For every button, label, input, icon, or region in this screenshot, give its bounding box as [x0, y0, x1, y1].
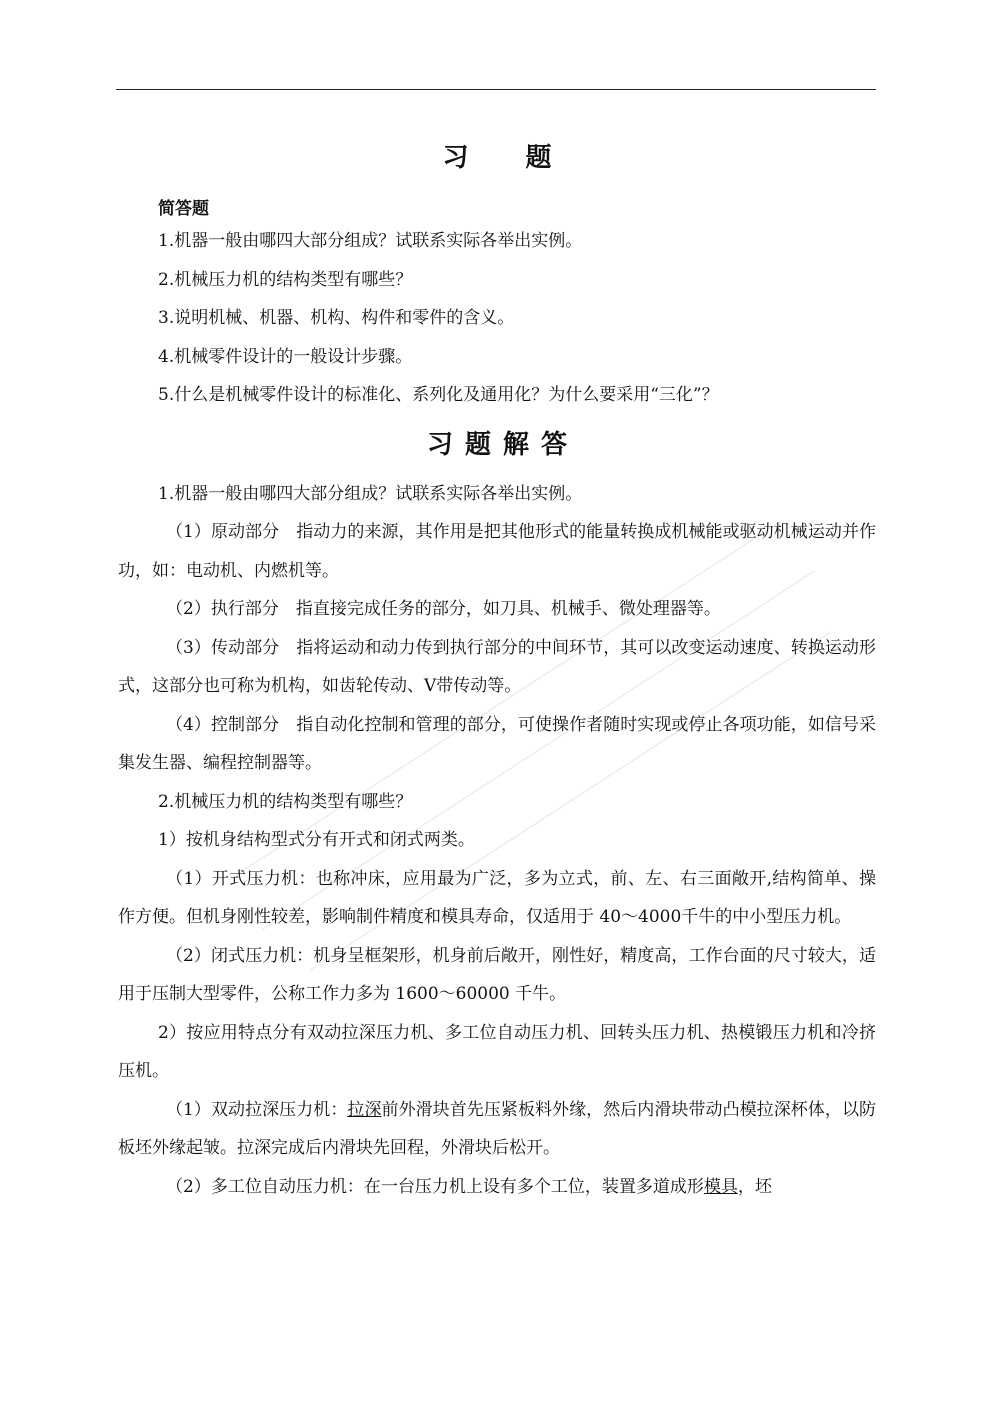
- answers-title: 习题解答: [426, 429, 579, 460]
- answer-heading: 1.机器一般由哪四大部分组成？试联系实际各举出实例。: [158, 483, 583, 504]
- answer-paragraph: （3）传动部分 指将运动和动力传到执行部分的中间环节，其可以改变运动速度、转换运动形式，这部分也可称为机构，如齿轮传动、V带传动等。: [118, 637, 876, 696]
- question-item: 2.机械压力机的结构类型有哪些？: [158, 269, 413, 290]
- link-muju[interactable]: 模具: [703, 1176, 738, 1197]
- header-rule: [116, 89, 876, 90]
- question-item: 5.什么是机械零件设计的标准化、系列化及通用化？为什么要采用“三化”？: [158, 385, 719, 405]
- question-item: 4.机械零件设计的一般设计步骤。: [158, 346, 413, 367]
- text-segment: （2）多工位自动压力机：在一台压力机上设有多个工位，装置多道成形: [166, 1176, 704, 1197]
- answer-paragraph: 2）按应用特点分有双动拉深压力机、多工位自动压力机、回转头压力机、热模锻压力机和冷挤压机。: [118, 1022, 876, 1081]
- answer-paragraph: （4）控制部分 指自动化控制和管理的部分，可使操作者随时实现或停止各项功能，如信号采集发生器、编程控制器等。: [118, 714, 876, 773]
- link-lashen[interactable]: 拉深: [347, 1099, 382, 1120]
- question-item: 1.机器一般由哪四大部分组成？试联系实际各举出实例。: [158, 231, 583, 251]
- answer-paragraph: （2）执行部分 指直接完成任务的部分，如刀具、机械手、微处理器等。: [166, 599, 721, 619]
- answer-paragraph: [118, 1091, 876, 1168]
- text-segment: 前外滑块首先压紧板料外缘，然后内滑块带动凸模拉深杯体，以防板坯外缘起皱。拉深完成后内滑块先回程，外滑块后松开。: [118, 1099, 876, 1158]
- answer-paragraph: （1）原动部分 指动力的来源，其作用是把其他形式的能量转换成机械能或驱动机械运动并作功，如：电动机、内燃机等。: [118, 522, 876, 581]
- page-content: [118, 138, 876, 1206]
- answer-paragraph: [118, 1168, 876, 1207]
- section-label: 简答题: [158, 199, 209, 219]
- answer-paragraph: （2）闭式压力机：机身呈框架形，机身前后敞开，刚性好，精度高，工作台面的尺寸较大，适用于压制大型零件，公称工作力多为 1600～60000 千牛。: [118, 945, 876, 1004]
- page-title: 习 题: [442, 143, 576, 173]
- question-item: 3.说明机械、机器、机构、构件和零件的含义。: [158, 308, 515, 328]
- text-segment: ，坯: [737, 1176, 772, 1197]
- answer-subheading: 1）按机身结构型式分有开式和闭式两类。: [158, 830, 475, 850]
- text-segment: （1）双动拉深压力机：: [166, 1099, 348, 1120]
- answer-heading: 2.机械压力机的结构类型有哪些？: [158, 791, 413, 812]
- answer-paragraph: （1）开式压力机：也称冲床，应用最为广泛，多为立式，前、左、右三面敞开,结构简单、操作方便。但机身刚性较差，影响制件精度和模具寿命，仅适用于 40～4000千牛的中小型压力机。: [118, 868, 876, 927]
